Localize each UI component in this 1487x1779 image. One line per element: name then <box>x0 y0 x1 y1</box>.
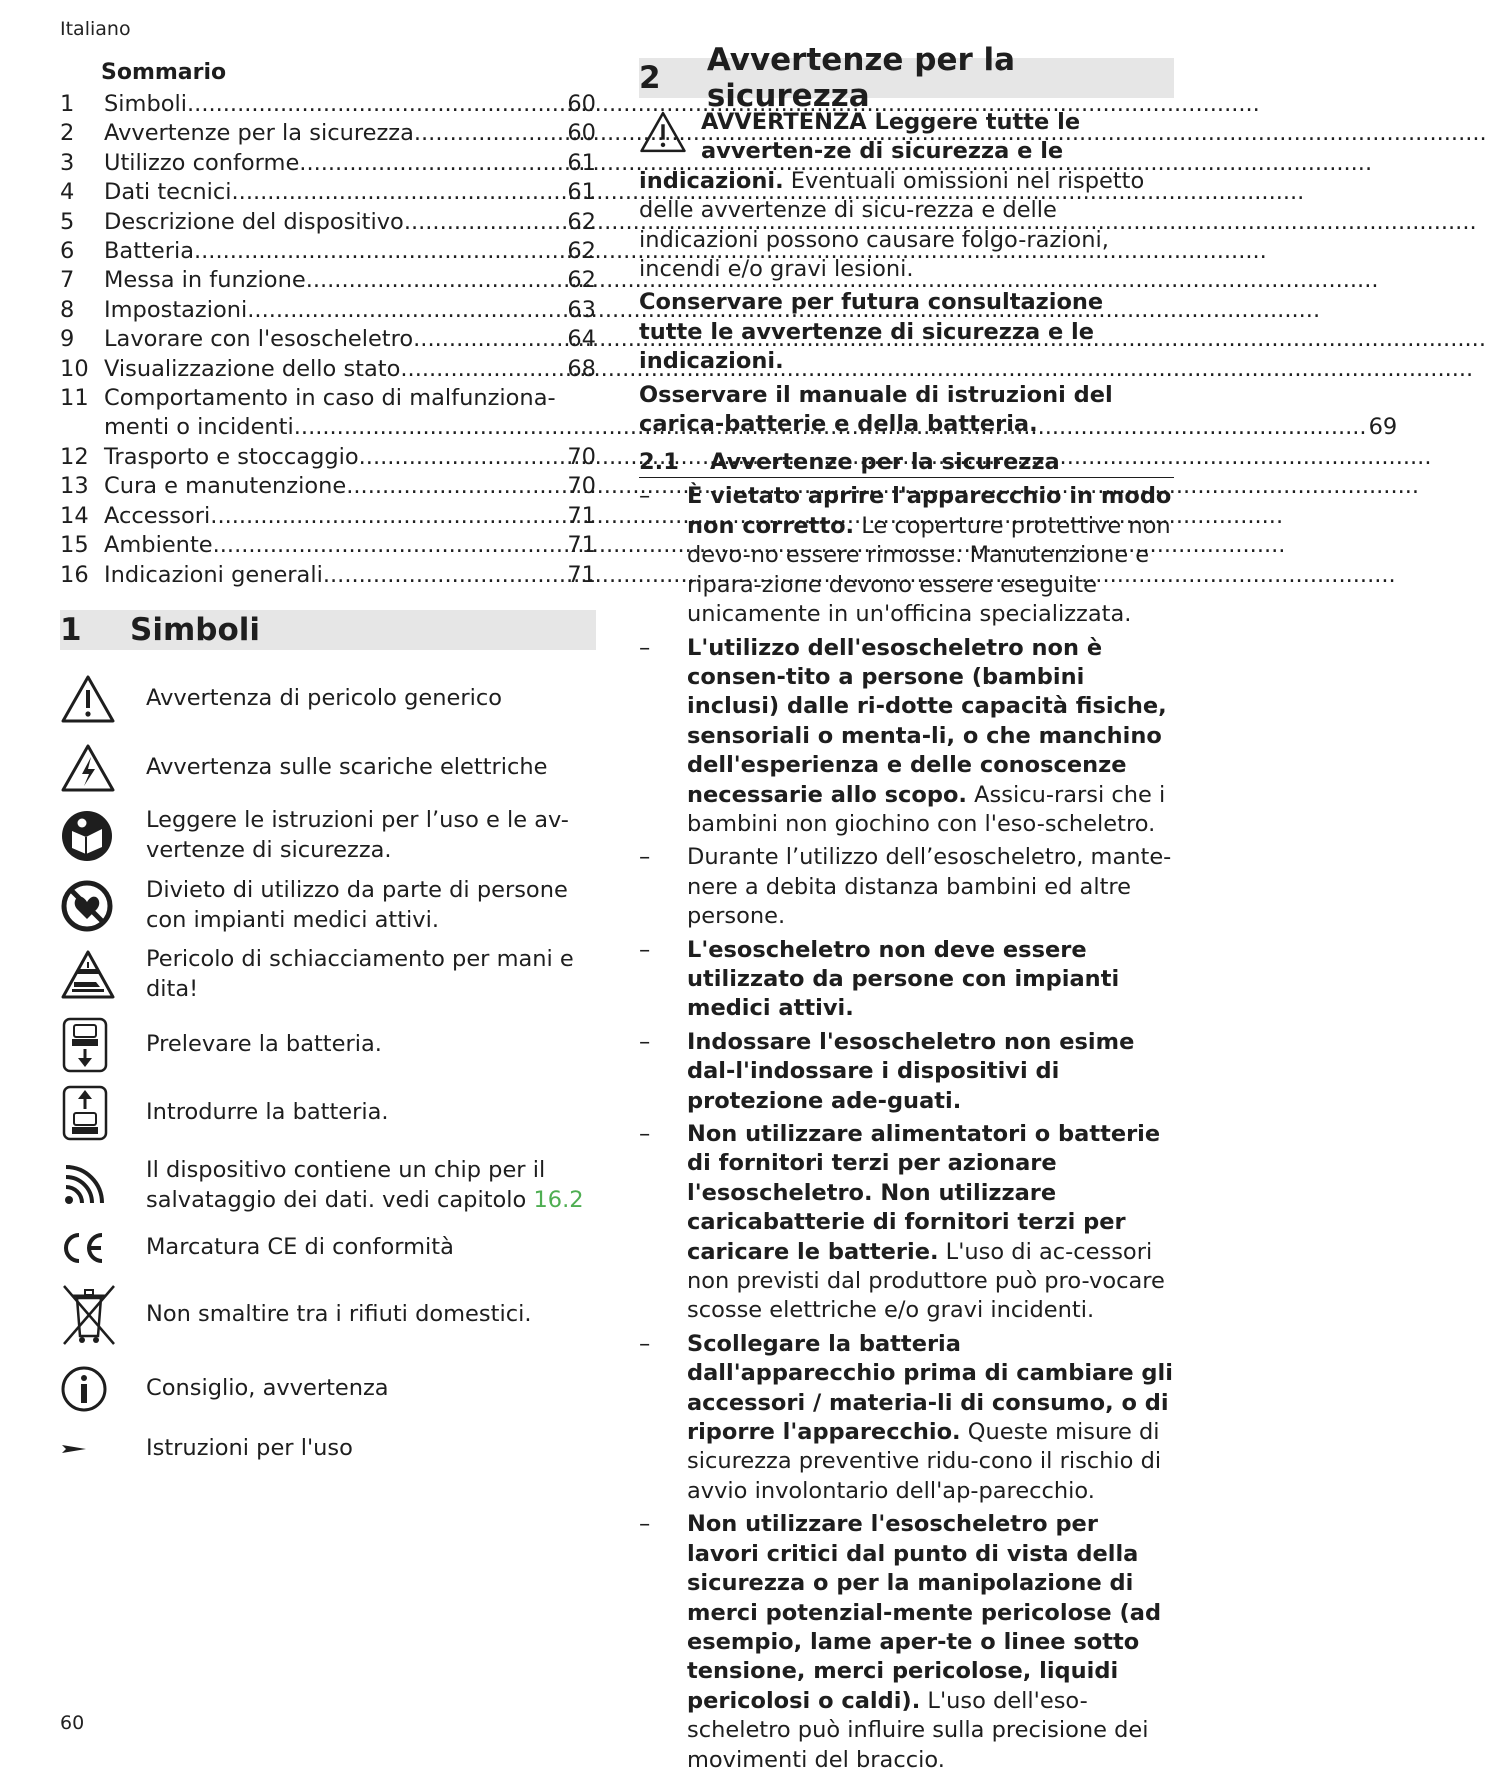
bullet-bold: Non utilizzare l'esoscheletro per lavori critici dal punto di vista della sicurezza o per la manipolazione di merci potenzial-mente pericolose (ad esempio, lame aper-te o linee sotto tensione, merci pericolose, liquidi pericolosi o caldi). <box>687 1511 1162 1714</box>
toc-page: 61 <box>567 179 596 206</box>
bullet-dash: – <box>639 634 651 661</box>
electric-warning-icon <box>60 743 146 793</box>
toc-item[interactable] <box>60 472 596 501</box>
list-item <box>639 1330 1174 1506</box>
toc-label: Utilizzo conforme <box>104 149 300 176</box>
toc-num: 1 <box>60 91 75 117</box>
toc-label: Comportamento in caso di malfunziona- <box>104 385 556 412</box>
symbol-text: Consiglio, avvertenza <box>146 1375 389 1402</box>
toc-leader <box>232 178 566 207</box>
info-icon <box>60 1365 146 1413</box>
toc-label: Avvertenze per la sicurezza <box>104 120 414 147</box>
bullet-dash: – <box>639 483 651 510</box>
toc-num: 2 <box>60 120 75 147</box>
toc-leader <box>247 296 565 325</box>
toc-num: 14 <box>60 502 89 529</box>
symbol-text: Prelevare la batteria. <box>146 1031 382 1058</box>
toc-label: Batteria <box>104 238 194 265</box>
symbol-text: Istruzioni per l'uso <box>146 1435 353 1462</box>
symbol-row <box>60 1280 596 1350</box>
toc-item[interactable] <box>60 296 596 325</box>
toc-num: 7 <box>60 267 75 294</box>
toc-num: 3 <box>60 149 75 176</box>
symbol-row <box>60 874 596 938</box>
toc-item[interactable] <box>60 325 596 354</box>
bullet-bold: Scollegare la batteria dall'apparecchio prima di cambiare gli accessori / materia-li di consumo, o di riporre l'apparecchio. <box>687 1330 1173 1446</box>
symbol-row <box>60 1358 596 1420</box>
symbol-text: Non smaltire tra i rifiuti domestici. <box>146 1301 532 1328</box>
toc-leader <box>306 266 566 295</box>
crush-hazard-icon <box>60 949 146 1001</box>
toc-item[interactable] <box>60 149 596 178</box>
battery-remove-icon <box>60 1017 146 1073</box>
right-column <box>639 42 1174 1779</box>
symbol-text: Avvertenza sulle scariche elettriche <box>146 754 548 781</box>
toc-item[interactable] <box>60 208 596 237</box>
toc-label: Lavorare con l'esoscheletro <box>104 326 414 353</box>
toc-label: menti o incidenti <box>104 414 294 441</box>
toc-page: 62 <box>567 238 596 265</box>
ce-mark-icon <box>60 1232 146 1264</box>
battery-insert-icon <box>60 1085 146 1141</box>
toc-label: Messa in funzione <box>104 267 306 294</box>
toc-item[interactable] <box>60 266 596 295</box>
warning-title: AVVERTENZA Leggere tutte le avverten-ze di sicurezza e le indicazioni. <box>639 109 1081 194</box>
list-item <box>639 1028 1174 1116</box>
toc-page: 70 <box>567 473 596 500</box>
toc-item[interactable] <box>60 443 596 472</box>
toc-item[interactable] <box>60 90 596 119</box>
bullet-dash: – <box>639 1121 651 1147</box>
bullet-bold: Non utilizzare alimentatori o batterie di fornitori terzi per azionare l'esoscheletro. Non utilizzare caricabatterie di fornitori terzi per caricare le batterie. <box>687 1121 1161 1265</box>
toc-label: Ambiente <box>104 532 213 559</box>
toc-label: Descrizione del dispositivo <box>104 208 404 235</box>
general-warning-icon <box>60 674 146 724</box>
bullet-dash: – <box>639 1028 651 1055</box>
toc-leader <box>323 561 566 590</box>
toc-page: 60 <box>567 91 596 117</box>
symbol-text: Leggere le istruzioni per l’uso e le av-vertenze di sicurezza. <box>146 807 569 863</box>
list-item <box>639 936 1174 1024</box>
bullet-dash: – <box>639 844 651 871</box>
symbol-text <box>146 1156 596 1215</box>
toc-page: 71 <box>567 532 596 559</box>
toc-title: Sommario <box>101 60 227 85</box>
toc-label: Dati tecnici <box>104 179 232 206</box>
toc-leader <box>413 325 565 354</box>
toc-item[interactable] <box>60 237 596 266</box>
toc-leader <box>404 208 566 237</box>
toc-leader <box>213 531 566 560</box>
bullet-dash: – <box>639 936 651 963</box>
symbol-row <box>60 1154 596 1218</box>
toc-page: 61 <box>567 149 596 176</box>
toc-leader <box>187 90 565 119</box>
list-item <box>639 843 1174 931</box>
symbol-list <box>60 664 596 1474</box>
symbol-row <box>60 738 596 798</box>
toc-leader <box>359 443 566 472</box>
section-title: Avvertenze per la sicurezza <box>706 42 1016 114</box>
toc-num: 11 <box>60 385 89 412</box>
page-number: 60 <box>60 1712 85 1734</box>
keep-instructions-note: Conservare per futura consultazione tutte le avvertenze di sicurezza e le indicazioni. <box>639 289 1104 375</box>
toc-page: 71 <box>567 502 596 529</box>
warning-body: Eventuali omissioni nel rispetto delle avvertenze di sicu-rezza e delle indicazioni possono causare folgo-razioni, incendi e/o gravi lesioni. <box>639 167 1145 283</box>
bullet-dash: – <box>639 1511 651 1538</box>
list-item <box>639 1510 1174 1775</box>
subsection-number: 2.1 <box>639 449 679 476</box>
symbol-text: Marcatura CE di conformità <box>146 1234 454 1261</box>
toc-leader <box>299 149 565 178</box>
section-number: 1 <box>60 611 82 648</box>
toc-item[interactable] <box>60 502 596 531</box>
symbol-text: Introdurre la batteria. <box>146 1099 389 1126</box>
toc-num: 5 <box>60 208 75 235</box>
toc-num: 12 <box>60 443 89 470</box>
chapter-reference-link[interactable]: 16.2 <box>533 1186 584 1213</box>
observe-manual-note: Osservare il manuale di istruzioni del carica-batterie e della batteria. <box>639 381 1113 438</box>
toc-leader <box>346 472 565 501</box>
symbol-row <box>60 1424 596 1474</box>
toc-num: 10 <box>60 355 89 382</box>
toc-item[interactable] <box>60 561 596 590</box>
toc-label: Indicazioni generali <box>104 561 323 588</box>
toc-label: Trasporto e stoccaggio <box>104 443 359 470</box>
toc-item[interactable] <box>60 119 596 148</box>
bullet-text: L'uso di ac-cessori non previsti dal produttore può pro-vocare scosse elettriche e/o gravi incidenti. <box>687 1238 1165 1324</box>
symbol-text-part: Il dispositivo contiene un chip per il salvataggio dei dati. vedi capitolo <box>146 1157 546 1213</box>
bullet-text: L'uso dell'eso-scheletro può influire sulla precisione dei movimenti del braccio. <box>687 1687 1149 1773</box>
toc-page: 62 <box>567 267 596 294</box>
toc-label: Simboli <box>104 91 188 117</box>
toc-page: 68 <box>567 355 596 382</box>
list-item <box>639 1120 1174 1326</box>
toc-num: 16 <box>60 561 89 588</box>
general-warning-icon <box>639 110 701 160</box>
symbol-text: Divieto di utilizzo da parte di persone con impianti medici attivi. <box>146 877 568 933</box>
warning-paragraph <box>639 108 1174 284</box>
toc-item[interactable] <box>60 355 596 384</box>
symbol-row <box>60 1222 596 1274</box>
symbol-row <box>60 664 596 734</box>
toc-num: 9 <box>60 326 75 353</box>
toc-page: 64 <box>567 326 596 353</box>
toc-label: Cura e manutenzione <box>104 473 347 500</box>
toc-leader <box>400 355 565 384</box>
section-heading-safety <box>639 42 1174 114</box>
toc-label: Accessori <box>104 502 211 529</box>
toc-page: 71 <box>567 561 596 588</box>
rfid-chip-icon <box>60 1163 146 1209</box>
symbol-text: Avvertenza di pericolo generico <box>146 685 502 712</box>
toc-leader <box>210 502 565 531</box>
toc-num: 15 <box>60 532 89 559</box>
subsection-heading <box>639 447 1174 478</box>
toc-page: 63 <box>567 296 596 323</box>
bullet-bold: L'esoscheletro non deve essere utilizzato da persone con impianti medici attivi. <box>687 936 1120 1022</box>
safety-bullet-list <box>639 482 1174 1774</box>
bullet-bold: L'utilizzo dell'esoscheletro non è consen-tito a persone (bambini inclusi) dalle ri-dotte capacità fisiche, sensoriali o menta-li, o che manchino dell'esperienza e delle conoscenze necessarie allo scopo. <box>687 634 1167 808</box>
section-heading-symbols <box>60 610 596 650</box>
toc-item[interactable] <box>60 178 596 207</box>
bullet-text: Assicu-rarsi che i bambini non giochino con l'eso-scheletro. <box>687 781 1166 837</box>
toc-num: 13 <box>60 473 89 500</box>
toc-label: Impostazioni <box>104 296 248 323</box>
instruction-arrow-icon <box>60 1443 146 1455</box>
bullet-text: Queste misure di sicurezza preventive ridu-cono il rischio di avvio involontario dell'ap-parecchio. <box>687 1419 1162 1504</box>
toc-page: 70 <box>567 443 596 470</box>
symbol-text: Pericolo di schiacciamento per mani e dita! <box>146 946 574 1002</box>
symbol-row <box>60 1014 596 1076</box>
bullet-dash: – <box>639 1330 651 1357</box>
toc-page: 62 <box>567 208 596 235</box>
section-number: 2 <box>639 60 661 96</box>
toc-leader <box>414 119 566 148</box>
section-title: Simboli <box>130 611 260 648</box>
crossed-bin-icon <box>60 1282 146 1348</box>
toc-page: 69 <box>1368 414 1398 441</box>
symbol-row <box>60 942 596 1008</box>
toc-leader <box>194 237 565 266</box>
read-manual-icon <box>60 809 146 863</box>
bullet-bold: È vietato aprire l'apparecchio in modo non corretto. <box>687 483 1172 539</box>
list-item <box>639 482 1174 629</box>
no-medical-implants-icon <box>60 879 146 933</box>
toc-num: 6 <box>60 238 75 265</box>
language-label: Italiano <box>60 18 131 40</box>
bullet-bold: Indossare l'esoscheletro non esime dal-l'indossare i dispositivi di protezione ade-guati. <box>687 1028 1135 1114</box>
toc-page: 60 <box>567 120 596 147</box>
bullet-text: Durante l’utilizzo dell’esoscheletro, mante-nere a debita distanza bambini ed altre persone. <box>687 844 1172 930</box>
bullet-text: Le coperture protettive non devo-no essere rimosse. Manutenzione e ripara-zione devono essere eseguite unicamente in un'officina specializzata. <box>687 512 1171 628</box>
symbol-row <box>60 1082 596 1144</box>
toc-num: 4 <box>60 179 75 206</box>
symbol-row <box>60 802 596 870</box>
subsection-title: Avvertenze per la sicurezza <box>710 449 1060 476</box>
toc-item[interactable] <box>60 531 596 560</box>
toc-label: Visualizzazione dello stato <box>104 355 401 382</box>
general-warning-block <box>639 108 1174 284</box>
toc-num: 8 <box>60 296 75 323</box>
list-item <box>639 634 1174 840</box>
